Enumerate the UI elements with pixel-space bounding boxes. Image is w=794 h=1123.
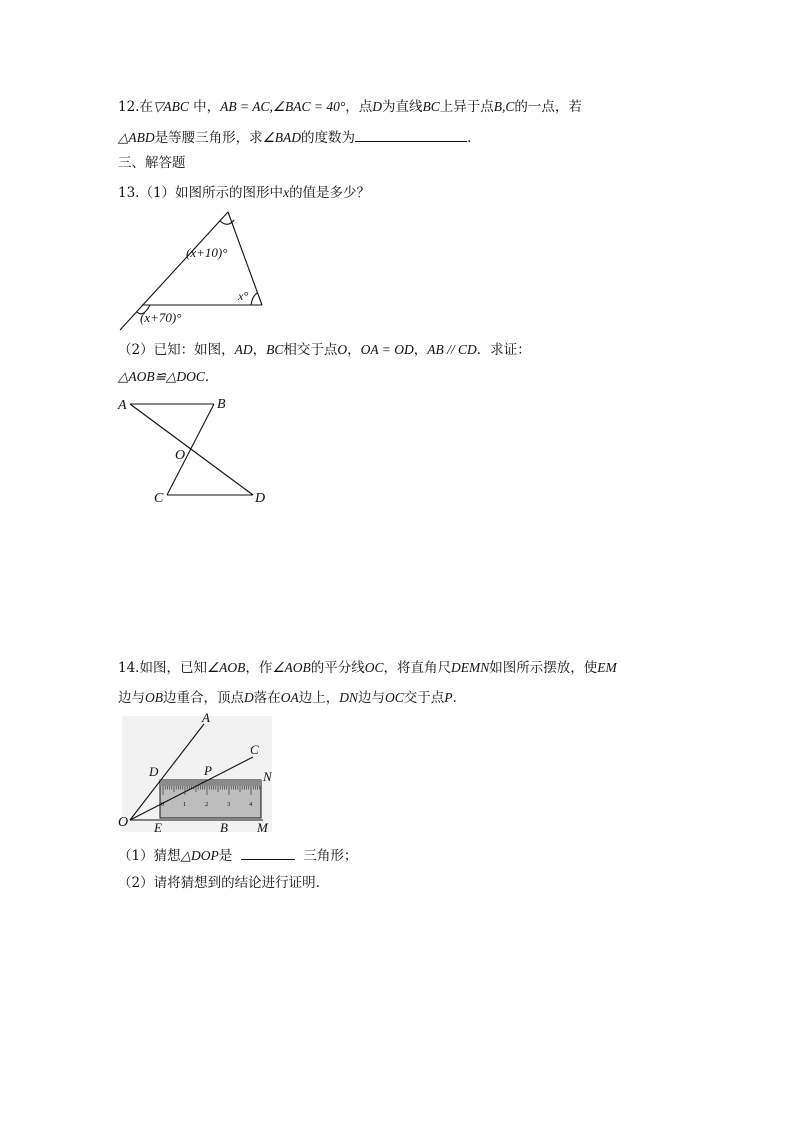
- label-x-plus-10: (x+10)°: [186, 245, 228, 260]
- guess-blank[interactable]: [241, 845, 295, 860]
- label-x: x°: [238, 289, 249, 303]
- point-M-label: M: [257, 820, 268, 835]
- point-O-label: O: [118, 815, 129, 830]
- q14-line1: 14.如图，已知∠AOB，作∠AOB的平分线OC，将直角尺DEMN如图所示摆放，使EM: [118, 660, 617, 676]
- point-E-label: E: [154, 820, 162, 835]
- ruler-number-2: 2: [205, 801, 209, 808]
- point-D-label: D: [255, 491, 266, 506]
- q13-part1: 13.（1）如图所示的图形中x的值是多少？: [118, 185, 371, 201]
- point-B-label: B: [217, 397, 226, 412]
- ruler-number-4: 4: [249, 801, 253, 808]
- q12-line2: △ABD是等腰三角形，求∠BAD的度数为 .: [118, 127, 471, 148]
- point-C-label: C: [250, 742, 259, 757]
- q13-part2-line1: （2）已知：如图，AD，BC相交于点O，OA = OD，AB // CD．求证：: [118, 342, 531, 358]
- q14-sub1: （1）猜想△DOP是 三角形；: [118, 845, 357, 866]
- ruler-number-1: 1: [183, 801, 187, 808]
- q13-part2-line2: △AOB≌△DOC．: [118, 369, 219, 385]
- ruler-number-0: 0: [161, 801, 165, 808]
- point-B-label: B: [220, 820, 228, 835]
- label-x-plus-70: (x+70)°: [140, 310, 182, 325]
- q14-sub2: （2）请将猜想到的结论进行证明.: [118, 875, 320, 891]
- point-D-label: D: [149, 764, 159, 779]
- point-C-label: C: [154, 491, 164, 506]
- q14-line2: 边与OB边重合，顶点D落在OA边上，DN边与OC交于点P.: [118, 690, 457, 706]
- point-P-label: P: [204, 763, 212, 778]
- point-O-label: O: [175, 448, 186, 463]
- ruler-number-3: 3: [227, 801, 231, 808]
- q12-line1: 12.在▽ABC 中，AB = AC,∠BAC = 40°，点D为直线BC上异于点B,C的一点，若: [118, 99, 582, 115]
- point-A-label: A: [118, 398, 127, 413]
- point-A-label: A: [202, 710, 210, 725]
- section-title: 三、解答题: [118, 155, 186, 171]
- ruler-scale-strip: [160, 780, 261, 786]
- point-N-label: N: [263, 769, 272, 784]
